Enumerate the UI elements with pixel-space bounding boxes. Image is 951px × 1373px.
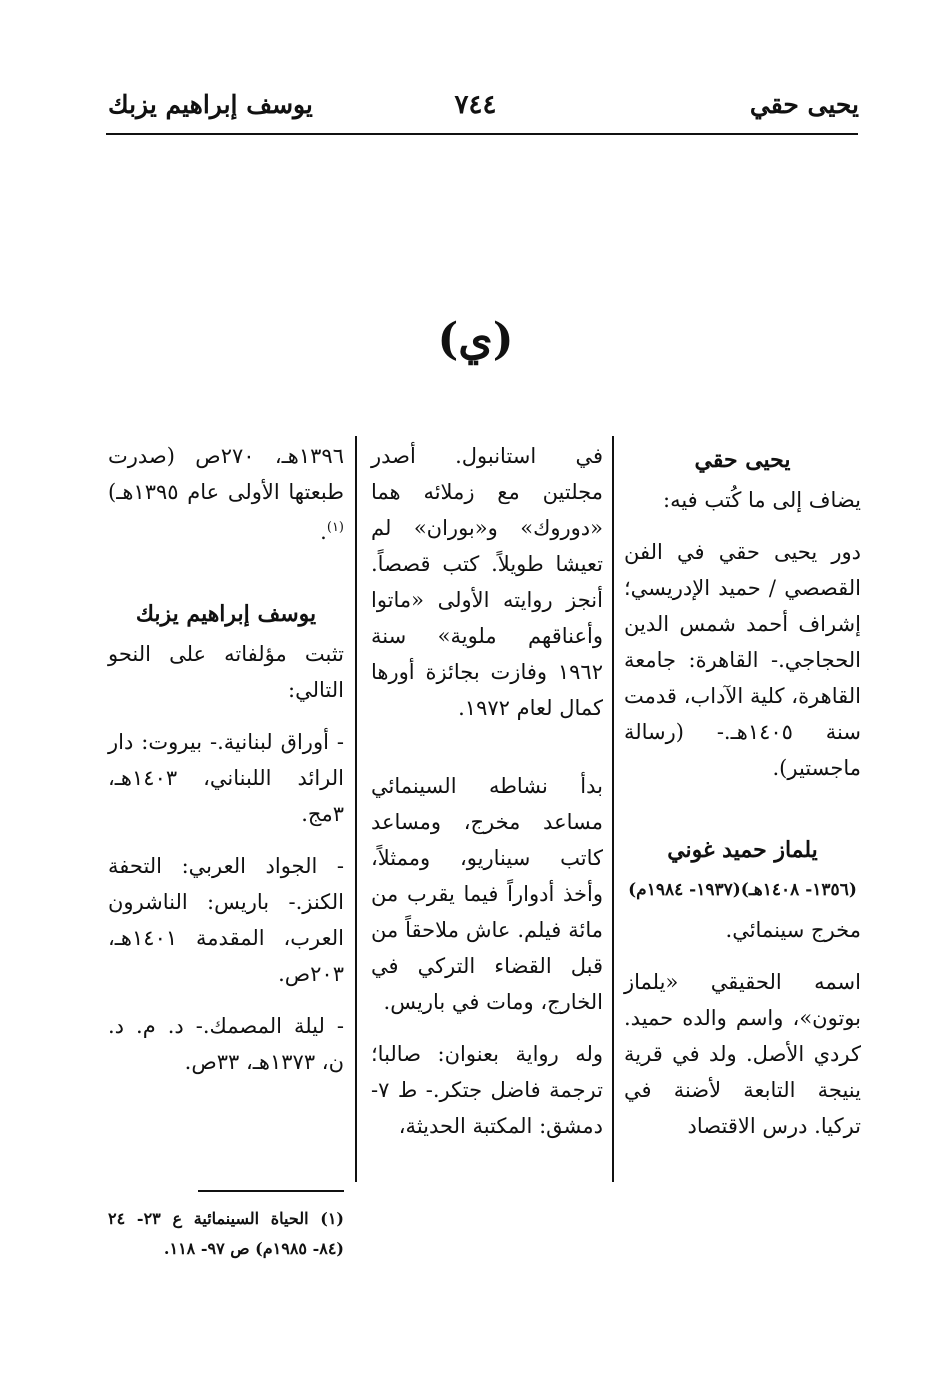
column-divider <box>612 436 614 1182</box>
entry-text: دور يحيى حقي في الفن القصصي / حميد الإدريسي؛ إشراف أحمد شمس الدين الحجاجي.- القاهرة: جامعة القاهرة، كلية الآداب، قدمت سنة ١٤٠٥هـ.- (رسالة ماجستير). <box>624 540 861 780</box>
entry-text: اسمه الحقيقي «يلماز بوتون»، واسم والده حميد. كردي الأصل. ولد في قرية ينيجة التابعة لأضنة في تركيا. درس الاقتصاد <box>624 970 861 1138</box>
running-head-left: يوسف إبراهيم يزبك <box>108 90 313 119</box>
entry-title: يحيى حقي <box>694 447 791 473</box>
paragraph <box>108 438 344 550</box>
entry-intro: تثبت مؤلفاته على النحو التالي: <box>108 642 344 702</box>
entry-role: مخرج سينمائي. <box>725 918 861 942</box>
entry-title: يوسف إبراهيم يزبك <box>135 601 317 627</box>
work-item: - ليلة المصمك.- د. م. د. ن، ١٣٧٣هـ، ٣٣ص. <box>108 1014 344 1074</box>
entry-dates: (١٣٥٦- ١٤٠٨هـ)(١٩٣٧- ١٩٨٤م) <box>628 880 857 900</box>
page-number: ٧٤٤ <box>454 90 497 120</box>
paragraph: في استانبول. أصدر مجلتين مع زملائه هما «دوروك» و«بوران» لم تعيشا طويلاً. كتب قصصاً. أنجز روايته الأولى «ماتوا وأعناقهم ملوية» سنة ١٩٦٢ وفازت بجائزة أورها كمال لعام ١٩٧٢. <box>371 444 603 720</box>
spacer <box>624 802 861 828</box>
running-head-right: يحيى حقي <box>749 90 859 119</box>
work-item: - الجواد العربي: التحفة الكنز.- باريس: الناشرون العرب، المقدمة ١٤٠١هـ، ٢٠٣ص. <box>108 854 344 986</box>
paragraph-end: . <box>320 520 327 544</box>
work-item: - أوراق لبنانية.- بيروت: دار الرائد اللبناني، ١٤٠٣هـ، ٣مج. <box>108 730 344 826</box>
spacer <box>108 566 344 592</box>
paragraph-text: ١٣٩٦هـ، ٢٧٠ص (صدرت طبعتها الأولى عام ١٣٩٥هـ) <box>108 444 344 504</box>
footnote-marker[interactable]: (١) <box>326 520 344 535</box>
footnote: (١) الحياة السينمائية ع ٢٣- ٢٤ (٨٤- ١٩٨٥م) ص ٩٧- ١١٨. <box>108 1209 344 1258</box>
section-letter-heading: (ي) <box>437 314 514 365</box>
entry-title: يلماز حميد غوني <box>667 837 818 863</box>
column-divider <box>355 436 357 1182</box>
spacer <box>371 742 603 768</box>
footnote-rule <box>198 1190 344 1192</box>
entry-intro: يضاف إلى ما كُتب فيه: <box>663 488 861 512</box>
column-right <box>624 438 861 1144</box>
paragraph: وله رواية بعنوان: صالبا؛ ترجمة فاضل جتكر.- ط ٧- دمشق: المكتبة الحديثة، <box>371 1042 603 1138</box>
column-left <box>108 438 344 1080</box>
paragraph: بدأ نشاطه السينمائي مساعد مخرج، ومساعد كاتب سيناريو، وممثلاً، وأخذ أدواراً فيما يقرب من مائة فيلم. عاش ملاحقاً من قبل القضاء التركي في الخارج، ومات في باريس. <box>371 774 603 1014</box>
column-middle <box>371 438 603 1144</box>
header-rule <box>106 133 858 135</box>
